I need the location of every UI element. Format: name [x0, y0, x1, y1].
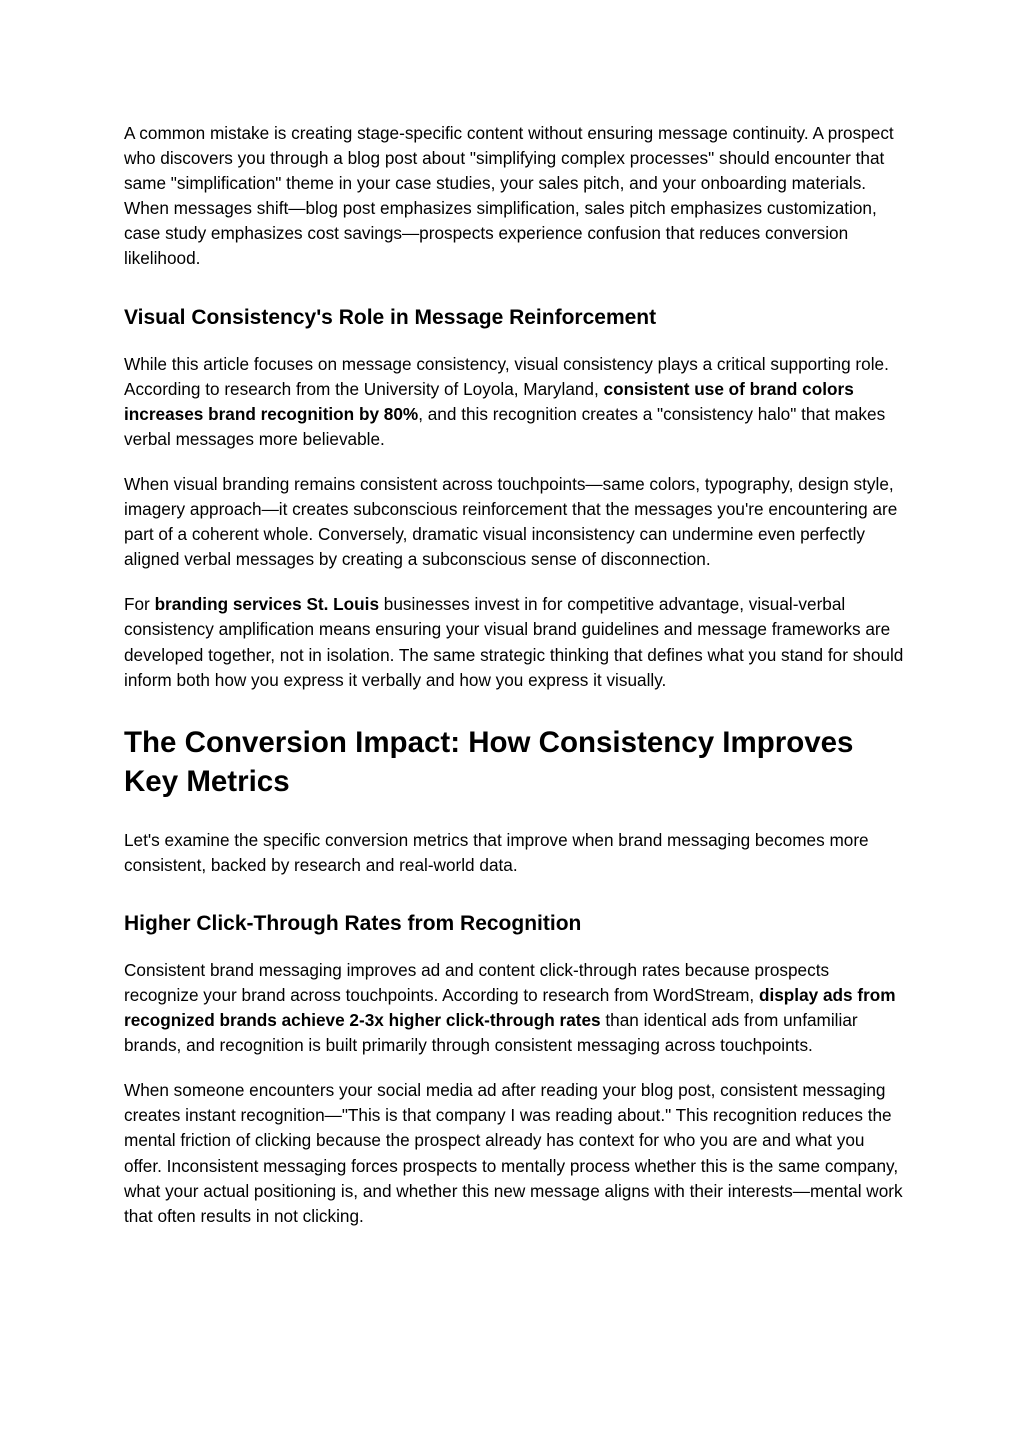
heading-visual-consistency: Visual Consistency's Role in Message Reinforcement	[124, 305, 657, 329]
bold-branding-services: branding services St. Louis	[154, 594, 380, 615]
paragraph-visual-consistency-research	[124, 352, 904, 452]
text-span: businesses invest in for competitive advantage, visual-verbal consistency amplification means ensuring your visual brand guidelines and message frameworks are developed together, not in isolation. The same strategic thinking that defines what you stand for should inform both how you express it verbally and how you express it visually.	[124, 594, 904, 690]
bold-stat-brand-colors: consistent use of brand colors increases brand recognition by 80%	[124, 378, 854, 424]
document-page	[124, 121, 904, 1229]
paragraph-visual-branding-touchpoints: When visual branding remains consistent across touchpoints—same colors, typography, design style, imagery approach—it creates subconscious reinforcement that the messages you're encountering are part of a coherent whole. Conversely, dramatic visual inconsistency can undermine even perfectly aligned verbal messages by creating a subconscious sense of disconnection.	[124, 473, 898, 570]
paragraph-message-continuity: A common mistake is creating stage-specific content without ensuring message continuity. A prospect who discovers you through a blog post about "simplifying complex processes" should encounter that same "simplification" theme in your case studies, your sales pitch, and your onboarding materials. When messages shift—blog post emphasizes simplification, sales pitch emphasizes customization, case study emphasizes cost savings—prospects experience confusion that reduces conversion likelihood.	[124, 123, 894, 269]
text-span: Consistent brand messaging improves ad and content click-through rates because prospects recognize your brand across touchpoints. According to research from WordStream,	[124, 959, 830, 1005]
text-span: For	[124, 594, 155, 615]
paragraph-instant-recognition: When someone encounters your social media ad after reading your blog post, consistent messaging creates instant recognition—"This is that company I was reading about." This recognition reduces the mental friction of clicking because the prospect already has context for who you are and what you offer. Inconsistent messaging forces prospects to mentally process whether this is the same company, what your actual positioning is, and whether this new message aligns with their interests—mental work that often results in not clicking.	[124, 1080, 903, 1226]
heading-click-through-rates: Higher Click-Through Rates from Recognition	[124, 911, 582, 935]
paragraph-ctr-research	[124, 958, 904, 1058]
text-span: , and this recognition creates a "consistency halo" that makes verbal messages more believable.	[124, 403, 886, 449]
bold-stat-click-through: display ads from recognized brands achieve 2-3x higher click-through rates	[124, 984, 896, 1031]
text-span: While this article focuses on message consistency, visual consistency plays a critical supporting role. According to research from the University of Loyola, Maryland,	[124, 353, 889, 399]
text-span: than identical ads from unfamiliar brands, and recognition is built primarily through consistent messaging across touchpoints.	[124, 1010, 858, 1056]
paragraph-conversion-metrics-intro: Let's examine the specific conversion metrics that improve when brand messaging becomes more consistent, backed by research and real-world data.	[124, 829, 869, 875]
paragraph-branding-services	[124, 592, 904, 692]
heading-conversion-impact: The Conversion Impact: How Consistency Improves Key Metrics	[124, 725, 854, 798]
